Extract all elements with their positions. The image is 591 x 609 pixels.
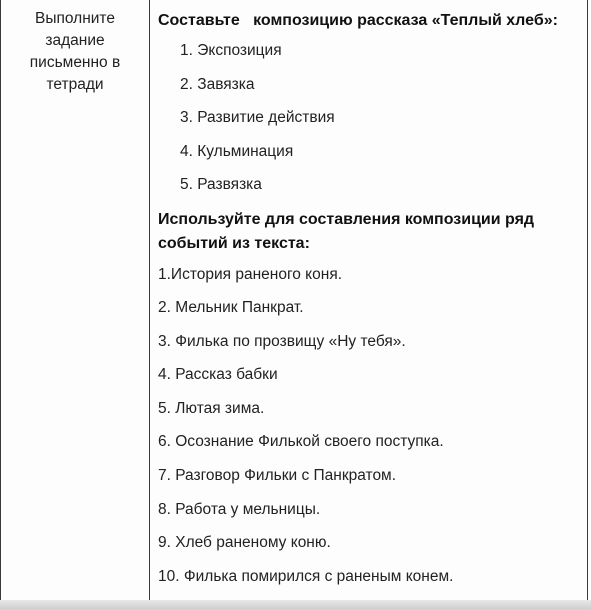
task-heading: Составьте композицию рассказа «Теплый хлеб»: — [158, 12, 558, 29]
event-item: 4. Рассказ бабки — [158, 366, 278, 384]
composition-part: 5. Развязка — [180, 176, 262, 193]
event-item: 1.История раненого коня. — [158, 265, 343, 283]
event-item: 2. Мельник Панкрат. — [158, 299, 304, 317]
next-row-edge — [0, 600, 591, 609]
event-item: 3. Филька по прозвищу «Ну тебя». — [158, 332, 406, 350]
composition-part: 1. Экспозиция — [180, 42, 282, 59]
event-item: 6. Осознание Филькой своего поступка. — [158, 433, 444, 451]
composition-part: 4. Кульминация — [180, 142, 294, 160]
composition-part: 2. Завязка — [180, 75, 255, 93]
event-item: 7. Разговор Фильки с Панкратом. — [158, 467, 397, 485]
event-item: 8. Работа у мельницы. — [158, 500, 321, 518]
event-item: 10. Филька помирился с раненым конем. — [158, 567, 454, 585]
events-list — [158, 264, 581, 600]
instruction-text: Выполните задание письменно в тетради — [29, 10, 121, 93]
events-heading: Используйте для составления композиции ряд событий из текста: — [158, 210, 535, 252]
composition-parts-list — [158, 40, 581, 208]
task-row — [1, 0, 588, 608]
event-item: 5. Лютая зима. — [158, 399, 265, 417]
composition-part: 3. Развитие действия — [180, 109, 335, 126]
instruction-cell — [1, 0, 150, 608]
task-content-cell — [150, 0, 588, 608]
task-content — [150, 0, 587, 607]
event-item: 9. Хлеб раненому коню. — [158, 534, 331, 552]
